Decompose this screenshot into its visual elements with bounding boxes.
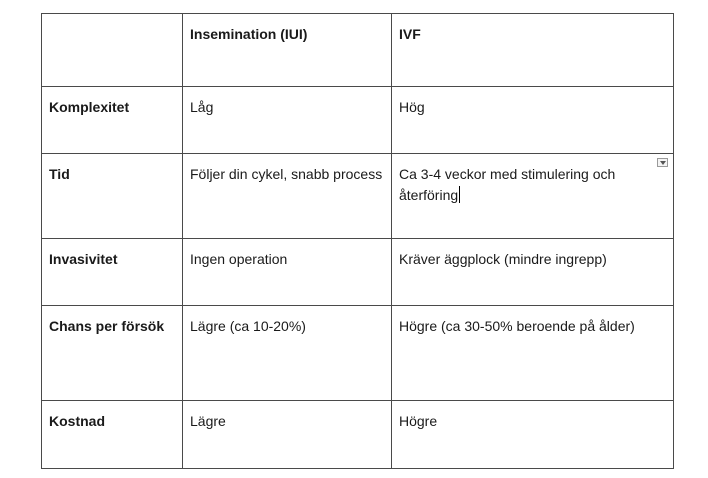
chevron-down-icon[interactable]	[657, 158, 668, 167]
row-label-komplexitet[interactable]: Komplexitet	[42, 87, 183, 154]
row-label-kostnad[interactable]: Kostnad	[42, 401, 183, 469]
cell-iui-komplexitet[interactable]: Låg	[183, 87, 392, 154]
cell-iui-tid[interactable]: Följer din cykel, snabb process	[183, 154, 392, 239]
header-cell-ivf[interactable]: IVF	[392, 14, 674, 87]
header-cell-empty[interactable]	[42, 14, 183, 87]
cell-ivf-komplexitet[interactable]: Hög	[392, 87, 674, 154]
row-label-chans[interactable]: Chans per försök	[42, 306, 183, 401]
cell-ivf-tid-text: Ca 3-4 veckor med stimulering och återföring	[399, 166, 616, 203]
table-header-row	[42, 14, 674, 87]
table-row	[42, 239, 674, 306]
cell-iui-chans[interactable]: Lägre (ca 10-20%)	[183, 306, 392, 401]
table-row	[42, 306, 674, 401]
row-label-tid[interactable]: Tid	[42, 154, 183, 239]
cell-ivf-kostnad[interactable]: Högre	[392, 401, 674, 469]
header-cell-iui[interactable]: Insemination (IUI)	[183, 14, 392, 87]
comparison-table	[41, 13, 674, 469]
cell-ivf-tid-active[interactable]	[392, 154, 674, 239]
cell-ivf-chans[interactable]: Högre (ca 30-50% beroende på ålder)	[392, 306, 674, 401]
table-row	[42, 87, 674, 154]
text-cursor	[459, 186, 460, 203]
table-row	[42, 154, 674, 239]
cell-iui-kostnad[interactable]: Lägre	[183, 401, 392, 469]
table-row	[42, 401, 674, 469]
row-label-invasivitet[interactable]: Invasivitet	[42, 239, 183, 306]
cell-iui-invasivitet[interactable]: Ingen operation	[183, 239, 392, 306]
cell-ivf-invasivitet[interactable]: Kräver äggplock (mindre ingrepp)	[392, 239, 674, 306]
